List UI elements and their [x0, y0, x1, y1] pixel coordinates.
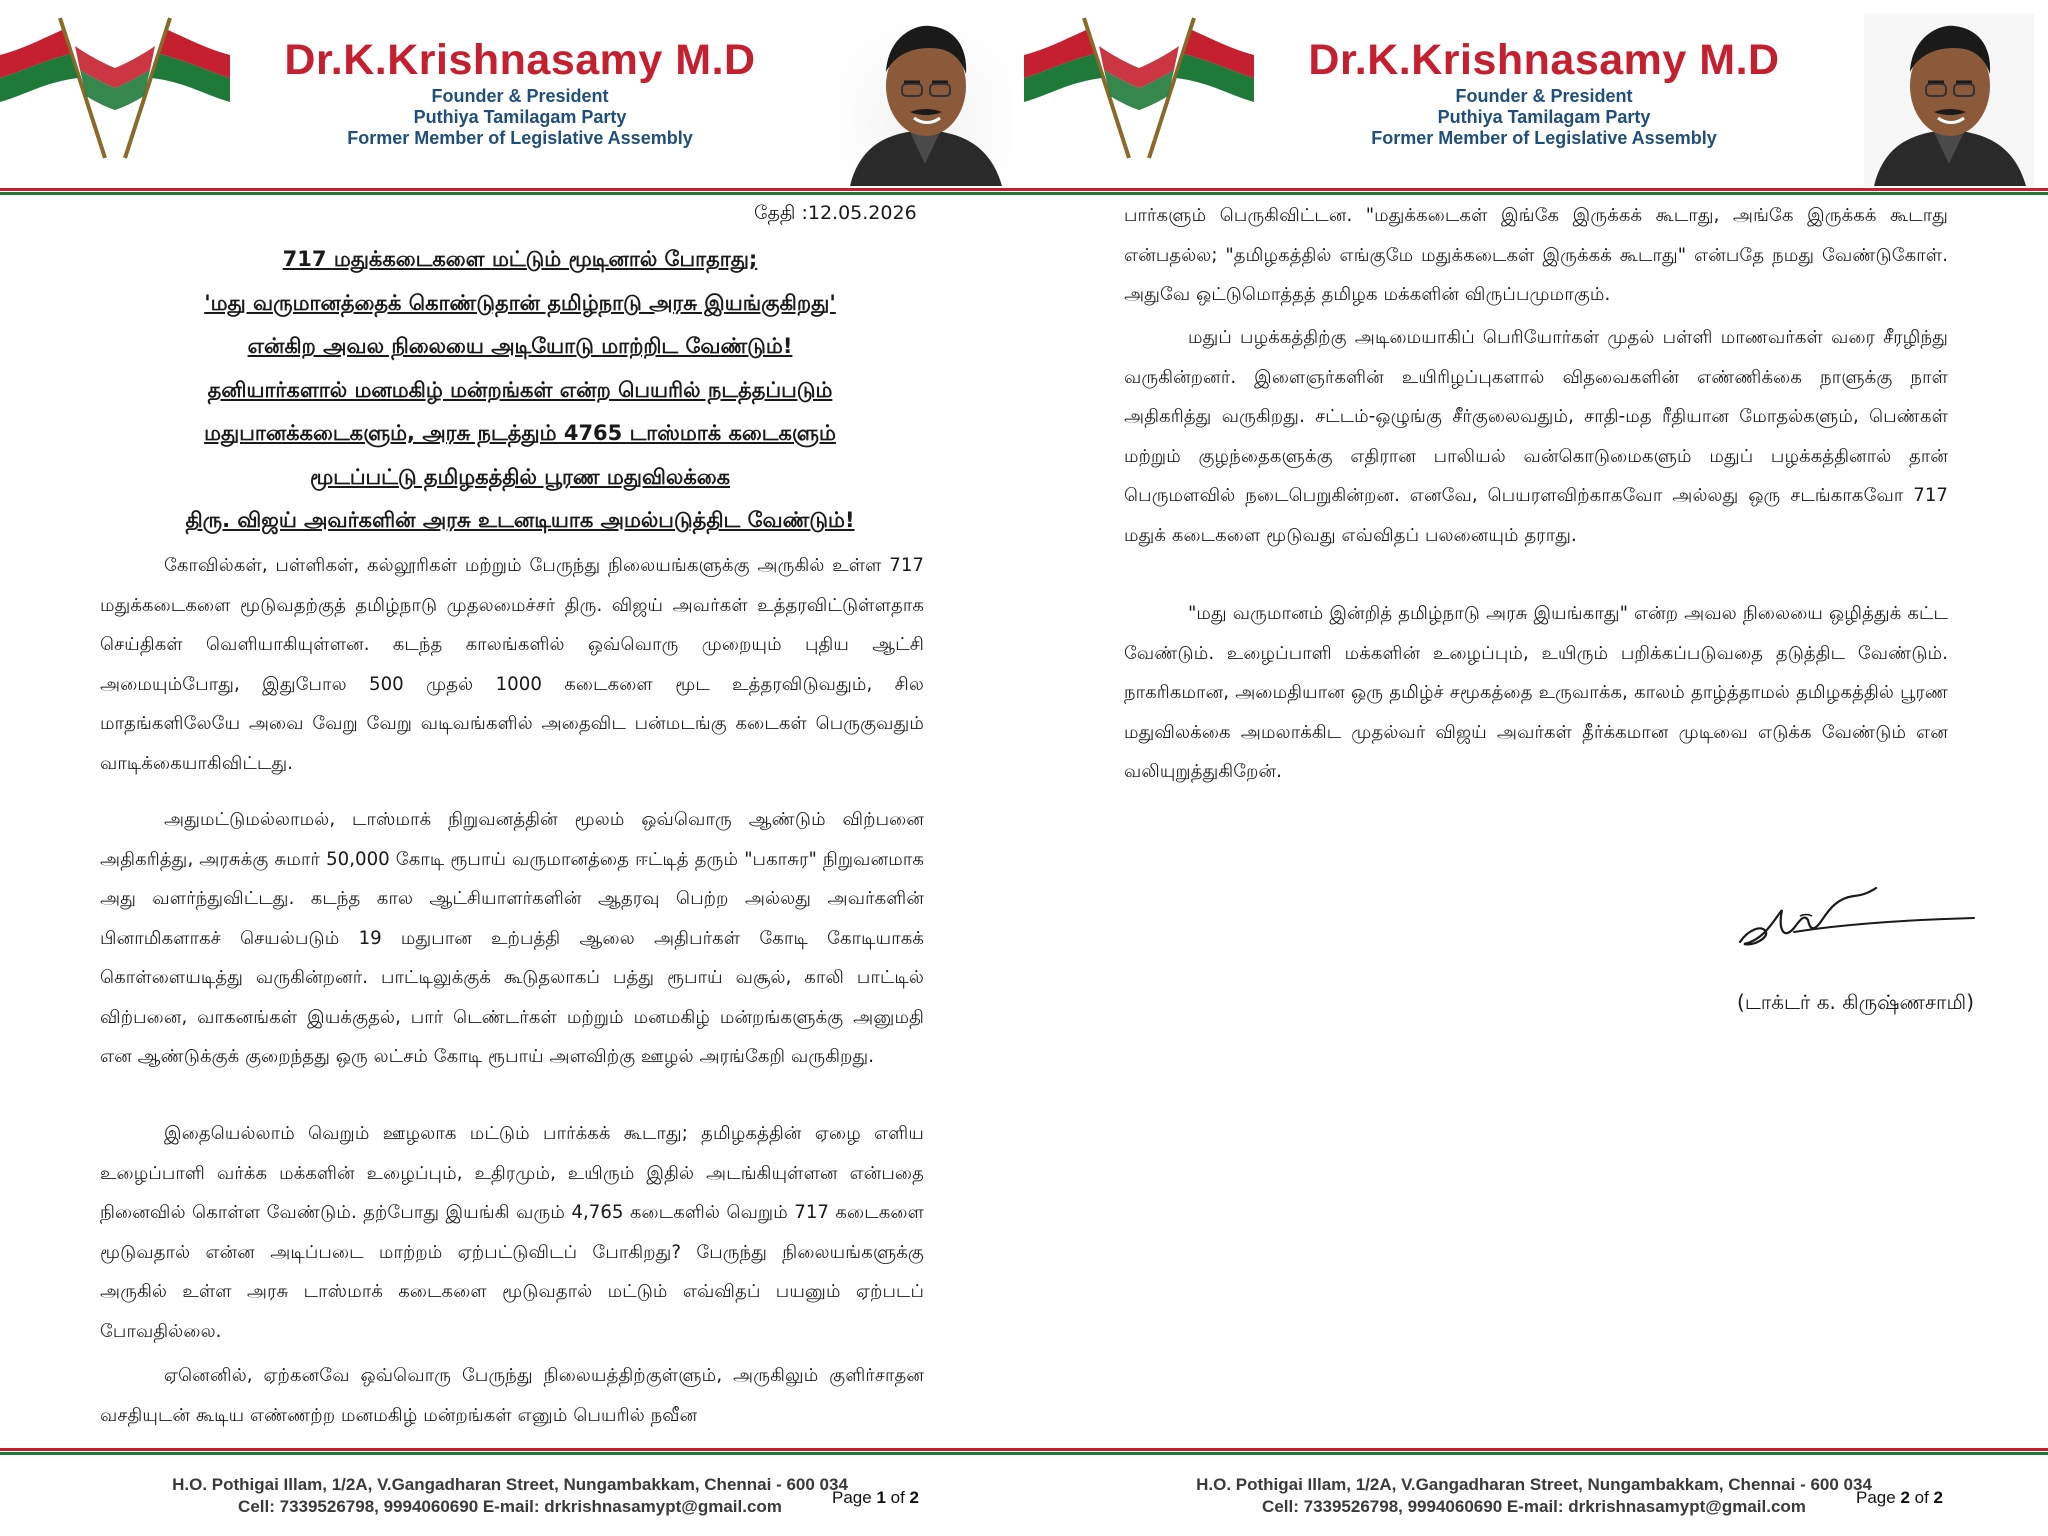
page-of: of	[1909, 1488, 1934, 1507]
letter-page-2	[1024, 0, 2048, 1536]
footer-rule-red	[0, 1448, 1024, 1451]
letterhead-text	[1294, 34, 1794, 149]
page-total: 2	[1933, 1488, 1943, 1507]
letter-footer	[1164, 1474, 1904, 1518]
portrait-photo	[840, 14, 1010, 186]
footer-rule-green	[1024, 1452, 2048, 1455]
signature-mark	[1704, 880, 1984, 970]
body-paragraph: "மது வருமானம் இன்றித் தமிழ்நாடு அரசு இயங்காது" என்ற அவல நிலையை ஒழித்துக் கட்ட வேண்டும். உழைப்பாளி மக்களின் உழைப்பும், உயிரும் பறிக்கப்படுவதை தடுத்திட வேண்டும். நாகரிகமான, அமைதியான ஒரு தமிழ்ச் சமூகத்தை உருவாக்க, காலம் தாழ்த்தாமல் தமிழகத்தில் பூரண மதுவிலக்கை அமலாக்கிட முதல்வர் விஜய் அவர்கள் தீர்க்கமான முடிவை எடுக்க வேண்டும் என வலியுறுத்துகிறேன்.	[1124, 603, 1948, 782]
title-line: 'மது வருமானத்தைக் கொண்டுதான் தமிழ்நாடு அரசு இயங்குகிறது'	[204, 290, 836, 315]
letterhead-name: Dr.K.Krishnasamy M.D	[284, 36, 756, 84]
letterhead-former-role: Former Member of Legislative Assembly	[1371, 128, 1717, 148]
party-flags-icon	[1024, 10, 1254, 160]
title-line: மதுபானக்கடைகளும், அரசு நடத்தும் 4765 டாஸ்மாக் கடைகளும்	[204, 421, 836, 445]
body-paragraph: ஏனெனில், ஏற்கனவே ஒவ்வொரு பேருந்து நிலையத்திற்குள்ளும், அருகிலும் குளிர்சாதன வசதியுடன் கூடிய எண்ணற்ற மனமகிழ் மன்றங்கள் எனும் பெயரில் நவீன	[100, 1365, 924, 1426]
letterhead-party: Puthiya Tamilagam Party	[413, 107, 627, 127]
letter-footer	[140, 1474, 880, 1518]
letterhead-former-role: Former Member of Legislative Assembly	[347, 128, 693, 148]
letterhead	[1024, 0, 2048, 190]
footer-address: H.O. Pothigai Illam, 1/2A, V.Gangadharan Street, Nungambakkam, Chennai - 600 034	[172, 1475, 848, 1494]
page-prefix: Page	[832, 1488, 877, 1507]
body-paragraph: கோவில்கள், பள்ளிகள், கல்லூரிகள் மற்றும் பேருந்து நிலையங்களுக்கு அருகில் உள்ள 717 மதுக்கடைகளை மூடுவதற்குத் தமிழ்நாடு முதலமைச்சர் திரு. விஜய் அவர்கள் உத்தரவிட்டுள்ளதாக செய்திகள் வெளியாகியுள்ளன. கடந்த காலங்களில் ஒவ்வொரு முறையும் புதிய ஆட்சி அமையும்போது, இதுபோல 500 முதல் 1000 கடைகளை மூட உத்தரவிடுவதும், சில மாதங்களிலேயே அவை வேறு வேறு வடிவங்களில் அதைவிட பன்மடங்கு கடைகள் பெருகுவதும் வாடிக்கையாகிவிட்டது.	[100, 555, 924, 774]
header-rule-green	[1024, 192, 2048, 195]
page-total: 2	[909, 1488, 919, 1507]
body-paragraph: மதுப் பழக்கத்திற்கு அடிமையாகிப் பெரியோர்கள் முதல் பள்ளி மாணவர்கள் வரை சீரழிந்து வருகின்றனர். இளைஞர்களின் உயிரிழப்புகளால் விதவைகளின் எண்ணிக்கை நாளுக்கு நாள் அதிகரித்து வருகிறது. சட்டம்-ஒழுங்கு சீர்குலைவதும், சாதி-மத ரீதியான மோதல்களும், பெண்கள் மற்றும் குழந்தைகளுக்கு எதிரான பாலியல் வன்கொடுமைகளும் மதுப் பழக்கத்தினால் தான் பெருமளவில் நடைபெறுகின்றன. எனவே, பெயரளவிற்காகவோ அல்லது ஒரு சடங்காகவோ 717 மதுக் கடைகளை மூடுவது எவ்விதப் பலனையும் தராது.	[1124, 327, 1948, 546]
title-line: என்கிற அவல நிலையை அடியோடு மாற்றிட வேண்டும்!	[247, 334, 793, 358]
footer-contact: Cell: 7339526798, 9994060690 E-mail: drkrishnasamypt@gmail.com	[1262, 1497, 1806, 1516]
letterhead	[0, 0, 1024, 190]
portrait-photo	[1864, 14, 2034, 186]
body-paragraph: இதையெல்லாம் வெறும் ஊழலாக மட்டும் பார்க்கக் கூடாது; தமிழகத்தின் ஏழை எளிய உழைப்பாளி வர்க்க மக்களின் உழைப்பும், உதிரமும், உயிரும் இதில் அடங்கியுள்ளன என்பதை நினைவில் கொள்ள வேண்டும். தற்போது இயங்கி வரும் 4,765 கடைகளில் வெறும் 717 கடைகளை மூடுவதால் என்ன அடிப்படை மாற்றம் ஏற்பட்டுவிடப் போகிறது? பேருந்து நிலையங்களுக்கு அருகில் உள்ள அரசு டாஸ்மாக் கடைகளை மூடுவதால் மட்டும் எவ்விதப் பயனும் ஏற்படப் போவதில்லை.	[100, 1123, 924, 1342]
page-number	[832, 1488, 919, 1508]
letterhead-title: Founder & President	[1455, 86, 1633, 106]
title-line: மூடப்பட்டு தமிழகத்தில் பூரண மதுவிலக்கை	[309, 464, 731, 489]
page-prefix: Page	[1856, 1488, 1901, 1507]
body-paragraph: அதுமட்டுமல்லாமல், டாஸ்மாக் நிறுவனத்தின் மூலம் ஒவ்வொரு ஆண்டும் விற்பனை அதிகரித்து, அரசுக்கு சுமார் 50,000 கோடி ரூபாய் வருமானத்தை ஈட்டித் தரும் "பகாசுர" நிறுவனமாக அது வளர்ந்துவிட்டது. கடந்த கால ஆட்சியாளர்களின் ஆதரவு பெற்ற அல்லது அவர்களின் பினாமிகளாகச் செயல்படும் 19 மதுபான உற்பத்தி ஆலை அதிபர்கள் கோடி கோடியாகக் கொள்ளையடித்து வருகின்றனர். பாட்டிலுக்குக் கூடுதலாகப் பத்து ரூபாய் வசூல், காலி பாட்டில் விற்பனை, வாகனங்கள் இயக்குதல், பார் டெண்டர்கள் மற்றும் மனமகிழ் மன்றங்களுக்கு அனுமதி என ஆண்டுக்குக் குறைந்தது ஒரு லட்சம் கோடி ரூபாய் அளவிற்கு ஊழல் அரங்கேறி வருகிறது.	[100, 809, 924, 1067]
title-line: திரு. விஜய் அவர்களின் அரசு உடனடியாக அமல்படுத்திட வேண்டும்!	[185, 508, 855, 532]
letterhead-name: Dr.K.Krishnasamy M.D	[1308, 36, 1780, 84]
page-current: 1	[876, 1488, 886, 1507]
signatory-name: (டாக்டர் க. கிருஷ்ணசாமி)	[1737, 990, 1974, 1014]
footer-contact: Cell: 7339526798, 9994060690 E-mail: drkrishnasamypt@gmail.com	[238, 1497, 782, 1516]
title-line: 717 மதுக்கடைகளை மட்டும் மூடினால் போதாது;	[282, 247, 758, 271]
party-flags-icon	[0, 10, 230, 160]
title-line: தனியார்களால் மனமகிழ் மன்றங்கள் என்ற பெயரில் நடத்தப்படும்	[207, 377, 833, 402]
footer-address: H.O. Pothigai Illam, 1/2A, V.Gangadharan Street, Nungambakkam, Chennai - 600 034	[1196, 1475, 1872, 1494]
letterhead-title: Founder & President	[431, 86, 609, 106]
header-rule-red	[0, 188, 1024, 191]
header-rule-red	[1024, 188, 2048, 191]
page-number	[1856, 1488, 1943, 1508]
footer-rule-red	[1024, 1448, 2048, 1451]
header-rule-green	[0, 192, 1024, 195]
letter-title	[90, 238, 950, 543]
page-current: 2	[1900, 1488, 1910, 1507]
footer-rule-green	[0, 1452, 1024, 1455]
letter-date: தேதி :12.05.2026	[754, 202, 917, 224]
letterhead-text	[270, 34, 770, 149]
letterhead-party: Puthiya Tamilagam Party	[1437, 107, 1651, 127]
page-of: of	[885, 1488, 910, 1507]
body-paragraph: பார்களும் பெருகிவிட்டன. "மதுக்கடைகள் இங்கே இருக்கக் கூடாது, அங்கே இருக்கக் கூடாது என்பதல்ல; "தமிழகத்தில் எங்குமே மதுக்கடைகள் இருக்கக் கூடாது" என்பதே நமது வேண்டுகோள். அதுவே ஒட்டுமொத்தத் தமிழக மக்களின் விருப்பமுமாகும்.	[1124, 205, 1948, 305]
